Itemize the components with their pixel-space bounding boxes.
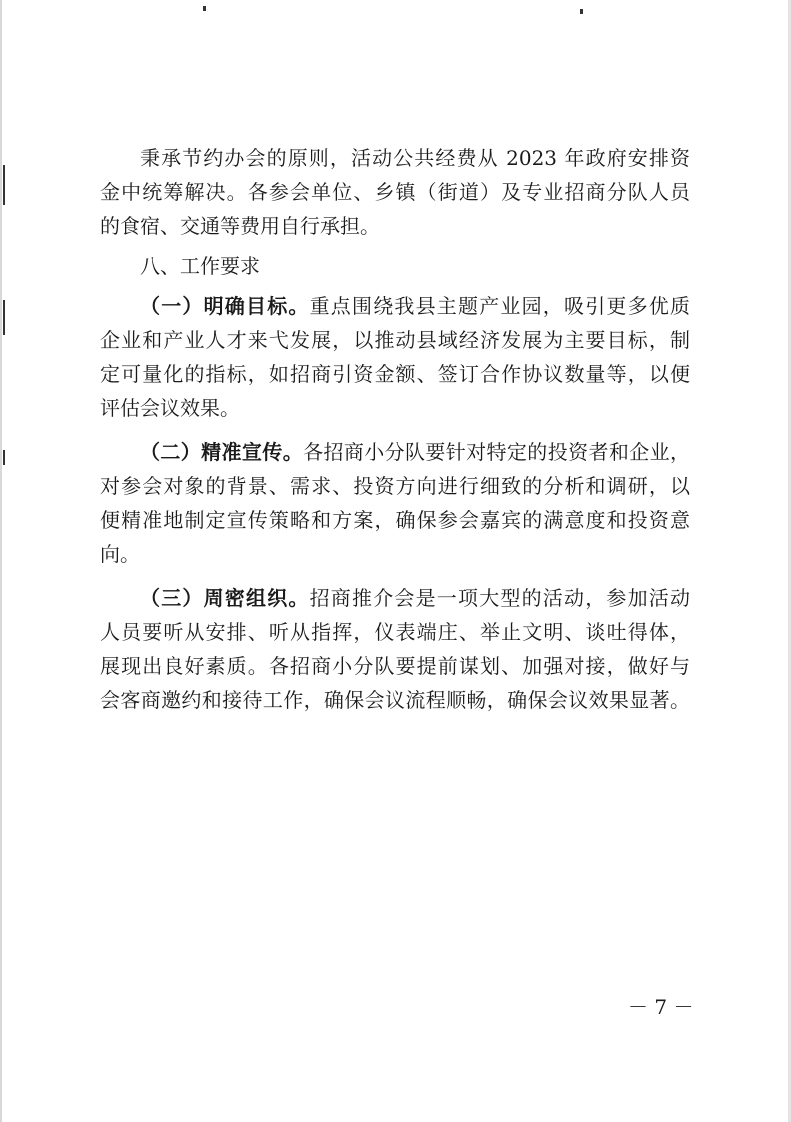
subsection-organization-line: 会客商邀约和接待工作，确保会议流程顺畅，确保会议效果显著。	[100, 688, 690, 712]
subsection-organization-line: 展现出良好素质。各招商小分队要提前谋划、加强对接，做好与	[100, 654, 690, 678]
paragraph-funding-line: 秉承节约办会的原则，活动公共经费从 2023 年政府安排资	[140, 146, 690, 170]
body-text	[100, 141, 690, 717]
scan-mark	[3, 165, 5, 205]
paragraph-funding-line: 金中统筹解决。各参会单位、乡镇（街道）及专业招商分队人员	[100, 180, 690, 204]
subsection-goal-line: 定可量化的指标，如招商引资金额、签订合作协议数量等，以便	[100, 362, 690, 386]
scan-speck	[203, 6, 206, 11]
page-number: － 7 －	[628, 995, 694, 1019]
scan-speck	[580, 9, 583, 14]
scan-mark	[3, 300, 5, 335]
subsection-title: （三）周密组织。	[140, 586, 310, 610]
subsection-text: 招商推介会是一项大型的活动，参加活动	[309, 586, 691, 610]
subsection-title: （一）明确目标。	[140, 294, 310, 318]
section-heading: 八、工作要求	[140, 254, 260, 278]
subsection-publicity-line	[100, 435, 690, 469]
subsection-publicity-line: 向。	[100, 542, 140, 566]
scan-edge-left	[0, 0, 2, 1122]
subsection-publicity-line: 对参会对象的背景、需求、投资方向进行细致的分析和调研，以	[100, 474, 690, 498]
subsection-organization-line	[100, 581, 690, 615]
paragraph-funding-line: 的食宿、交通等费用自行承担。	[100, 214, 380, 238]
subsection-goal-line	[100, 289, 690, 323]
scan-mark	[3, 450, 5, 465]
subsection-text: 各招商小分队要针对特定的投资者和企业，	[303, 440, 691, 464]
subsection-organization-line: 人员要听从安排、听从指挥，仪表端庄、举止文明、谈吐得体，	[100, 620, 690, 644]
subsection-title: （二）精准宣传。	[140, 440, 304, 464]
subsection-goal-line: 企业和产业人才来弋发展，以推动县域经济发展为主要目标，制	[100, 328, 690, 352]
subsection-publicity-line: 便精准地制定宣传策略和方案，确保参会嘉宾的满意度和投资意	[100, 508, 690, 532]
subsection-goal-line: 评估会议效果。	[100, 396, 240, 420]
subsection-text: 重点围绕我县主题产业园，吸引更多优质	[309, 294, 691, 318]
